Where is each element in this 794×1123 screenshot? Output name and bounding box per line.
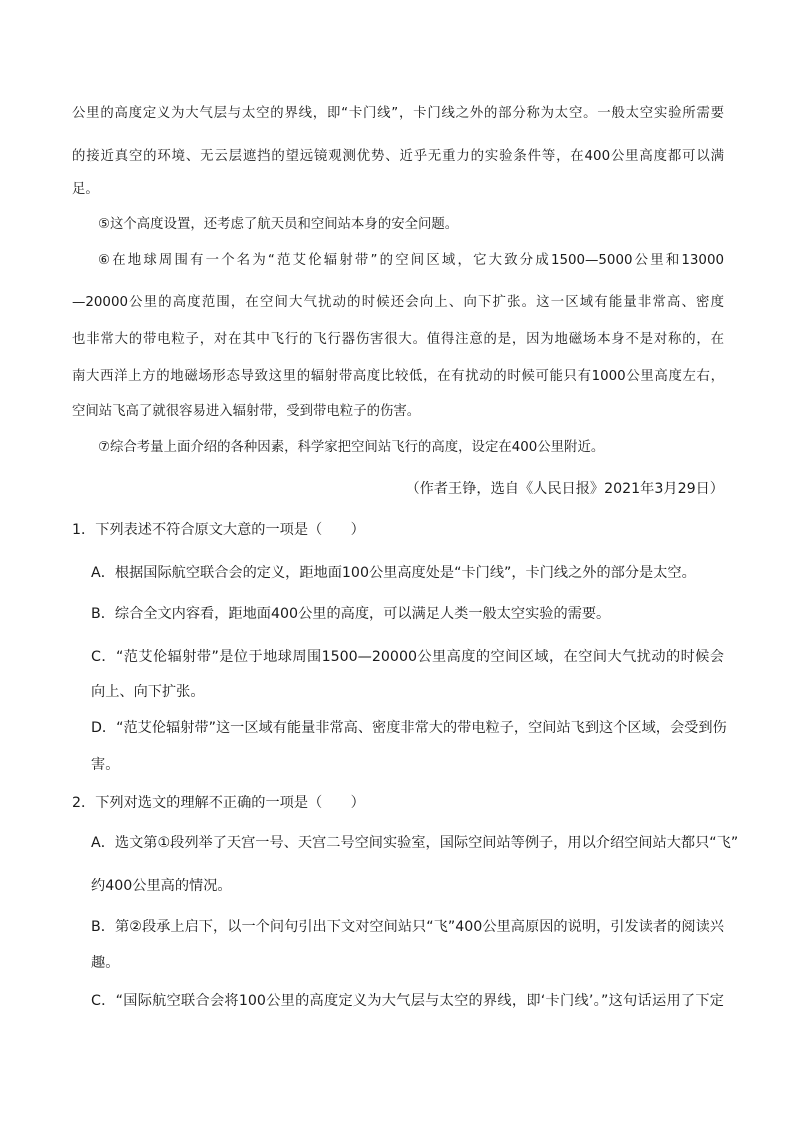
question-2-option-b-cont: 趣。 <box>91 955 120 971</box>
question-1-stem: 1．下列表述不符合原文大意的一项是（ ） <box>72 522 365 538</box>
question-1-option-b: B．综合全文内容看，距地面400公里的高度，可以满足人类一般太空实验的需要。 <box>91 606 611 622</box>
source-attribution: （作者王铮，选自《人民日报》2021年3月29日） <box>405 481 724 497</box>
question-2-option-b: B．第②段承上启下，以一个问句引出下文对空间站只“飞”400公里高原因的说明，引发读者的阅读兴 <box>91 919 724 935</box>
paragraph-6-line: —20000公里的高度范围，在空间大气扰动的时候还会向上、向下扩张。这一区域有能量非常高、密度 <box>72 295 724 310</box>
paragraph-6-line: 空间站飞高了就很容易进入辐射带，受到带电粒子的伤害。 <box>72 404 421 419</box>
question-1-option-d: D．“范艾伦辐射带”这一区域有能量非常高、密度非常大的带电粒子，空间站飞到这个区域，会受到伤 <box>91 720 727 736</box>
question-2-stem: 2．下列对选文的理解不正确的一项是（ ） <box>72 795 365 811</box>
question-1-option-a: A．根据国际航空联合会的定义，距地面100公里高度处是“卡门线”，卡门线之外的部分是太空。 <box>91 565 696 581</box>
paragraph-6-line: 南大西洋上方的地磁场形态导致这里的辐射带高度比较低，在有扰动的时候可能只有1000公里高度左右， <box>72 369 724 384</box>
question-2-option-a-cont: 约400公里高的情况。 <box>91 878 232 894</box>
paragraph-6-line: ⑥在地球周围有一个名为“范艾伦辐射带”的空间区域，它大致分成1500—5000公里和13000 <box>98 253 724 268</box>
question-2-option-a: A．选文第①段列举了天宫一号、天宫二号空间实验室，国际空间站等例子，用以介绍空间站大都只“飞” <box>91 835 739 851</box>
question-1-option-c-cont: 向上、向下扩张。 <box>91 684 205 700</box>
question-1-option-d-cont: 害。 <box>91 757 120 773</box>
paragraph-5: ⑤这个高度设置，还考虑了航天员和空间站本身的安全问题。 <box>98 217 459 232</box>
question-2-option-c: C．“国际航空联合会将100公里的高度定义为大气层与太空的界线，即‘卡门线’。”这句话运用了下定 <box>91 993 724 1009</box>
paragraph-7: ⑦综合考量上面介绍的各种因素，科学家把空间站飞行的高度，设定在400公里附近。 <box>98 440 605 455</box>
paragraph-6-line: 也非常大的带电粒子，对在其中飞行的飞行器伤害很大。值得注意的是，因为地磁场本身不是对称的，在 <box>72 332 724 347</box>
question-1-option-c: C．“范艾伦辐射带”是位于地球周围1500—20000公里高度的空间区域，在空间大气扰动的时候会 <box>91 649 724 665</box>
passage-line: 的接近真空的环境、无云层遮挡的望远镜观测优势、近乎无重力的实验条件等，在400公里高度都可以满 <box>72 149 724 164</box>
passage-line: 足。 <box>72 182 99 197</box>
passage-line: 公里的高度定义为大气层与太空的界线，即“卡门线”，卡门线之外的部分称为太空。一般太空实验所需要 <box>72 106 724 121</box>
